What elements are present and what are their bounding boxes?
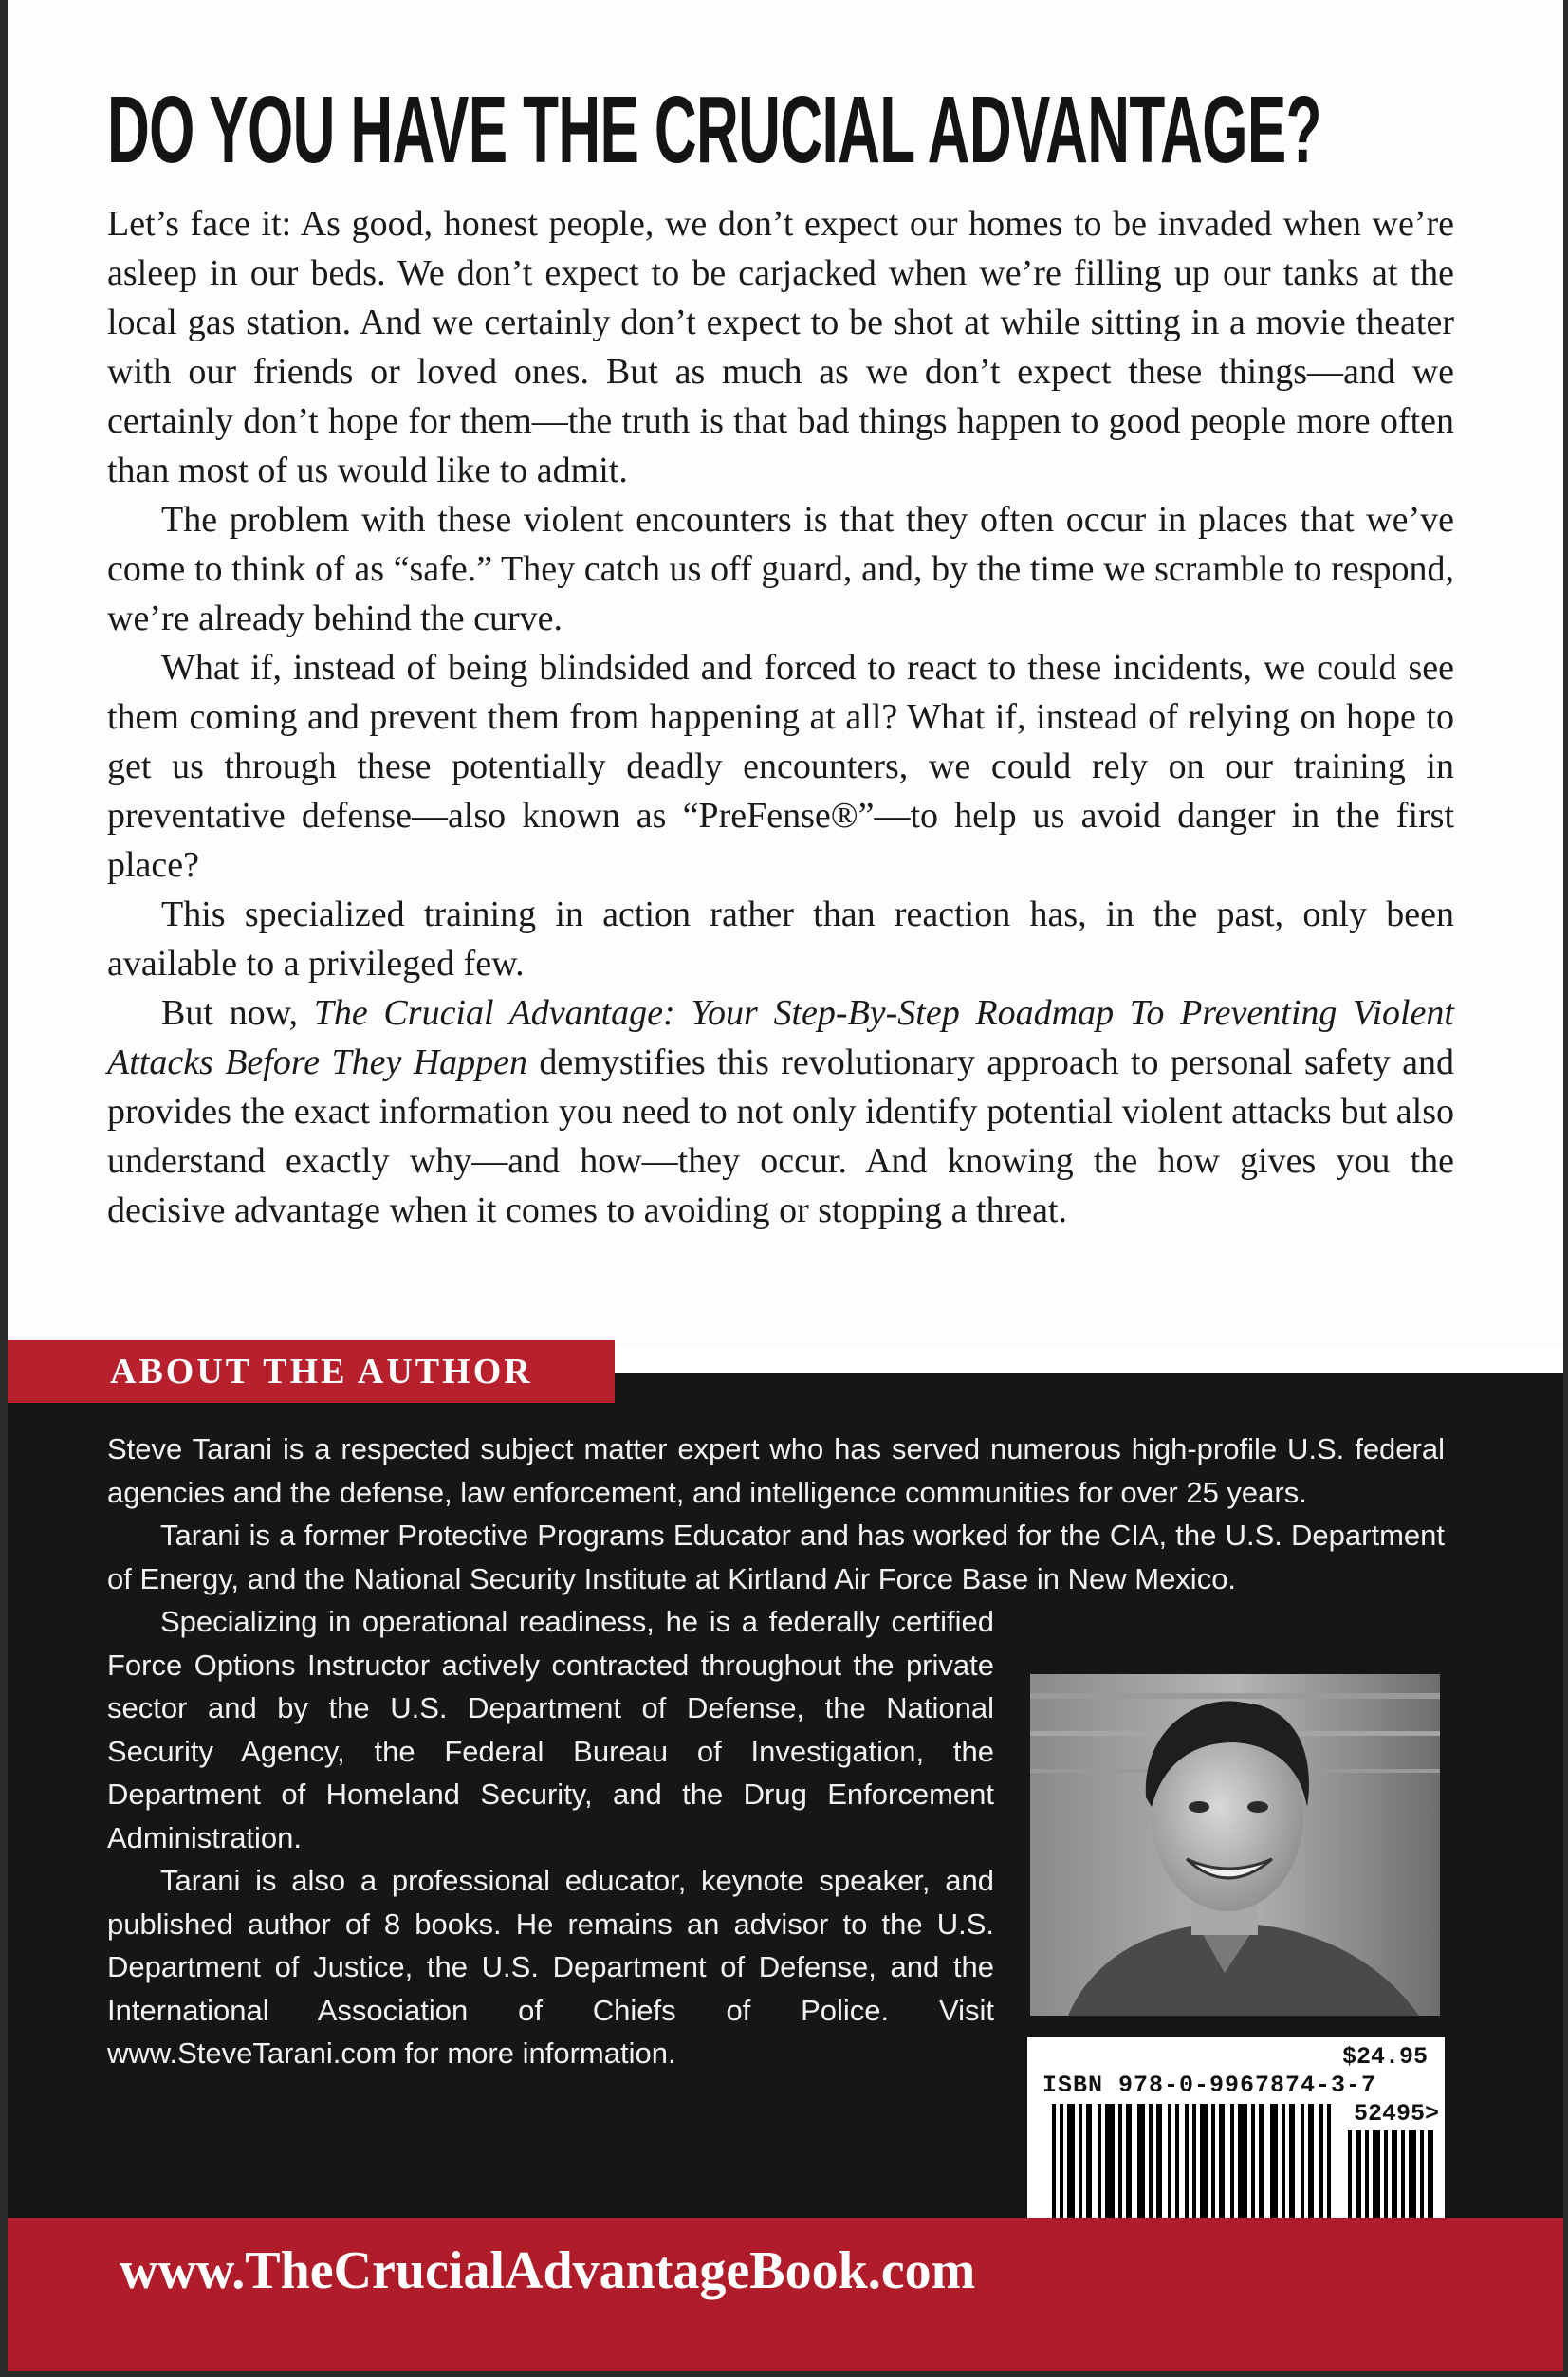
about-paragraph-1: Steve Tarani is a respected subject matter expert who has served numerous high-profile U.S. federal agencies and the defense, law enforcement, and intelligence communities for over 25 years. (107, 1432, 1445, 1509)
book-back-cover (8, 0, 1563, 2371)
synopsis-paragraph-3: What if, instead of being blindsided and forced to react to these incidents, we could see them coming and prevent them from happening at all? What if, instead of relying on hope to get us through these potentially deadly encounters, we could rely on our training in preventative defense—also known as “PreFense®”—to help us avoid danger in the first place? (107, 648, 1454, 885)
p5-rest-text: demystifies this revolutionary approach to personal safety and provides the exact information you need to not only identify potential violent attacks but also understand exactly why—and how—they occur. And knowing the how gives you the decisive advantage when it comes to avoiding or stopping a threat. (107, 1042, 1455, 1230)
about-paragraph-4: Tarani is also a professional educator, keynote speaker, and published author of 8 books. He remains an advisor to the U.S. Department of Justice, the U.S. Department of Defense, and the International Association of Chiefs of Police. Visit www.SteveTarani.com for more information. (107, 1864, 994, 2070)
synopsis-paragraph-1: Let’s face it: As good, honest people, we don’t expect our homes to be invaded when we’re asleep in our beds. We don’t expect to be carjacked when we’re filling up our tanks at the local gas station. And we certainly don’t expect to be shot at while sitting in a movie theater with our friends or loved ones. But as much as we don’t expect these things—and we certainly don’t hope for them—the truth is that bad things happen to good people more often than most of us would like to admit. (107, 204, 1454, 490)
p5-lead-text: But now, (161, 993, 314, 1033)
about-author-heading: ABOUT THE AUTHOR (8, 1340, 615, 1403)
synopsis-text (107, 199, 1454, 1235)
headline: DO YOU HAVE THE CRUCIAL ADVANTAGE? (107, 77, 1321, 183)
isbn-label: ISBN 978-0-9967874-3-7 (1042, 2072, 1377, 2099)
synopsis-paragraph-2: The problem with these violent encounters is that they often occur in places that we’ve come to think of as “safe.” They catch us off guard, and, by the time we scramble to respond, we’re already behind the curve. (107, 500, 1454, 638)
author-photo (1030, 1674, 1440, 2016)
synopsis-paragraph-5 (107, 988, 1454, 1235)
about-paragraph-2: Tarani is a former Protective Programs Educator and has worked for the CIA, the U.S. Department of Energy, and the National Security Institute at Kirtland Air Force Base in New Mexico. (107, 1519, 1445, 1595)
synopsis-section (8, 0, 1563, 1347)
synopsis-paragraph-4: This specialized training in action rather than reaction has, in the past, only been available to a privileged few. (107, 894, 1454, 984)
website-url: www.TheCrucialAdvantageBook.com (120, 2241, 976, 2300)
price-label: $24.95 (1341, 2043, 1428, 2071)
supplement-code: 52495> (1353, 2100, 1439, 2128)
about-paragraph-3: Specializing in operational readiness, he is a federally certified Force Options Instructor actively contracted throughout the private sector and by the U.S. Department of Defense, the National Security Agency, the Federal Bureau of Investigation, the Department of Homeland Security, and the Drug Enforcement Administration. (107, 1605, 994, 1854)
book-title-italic: The Crucial Advantage: Your Step-By-Step Roadmap To Preventing Violent Attacks Before They Happen (107, 993, 1454, 1082)
